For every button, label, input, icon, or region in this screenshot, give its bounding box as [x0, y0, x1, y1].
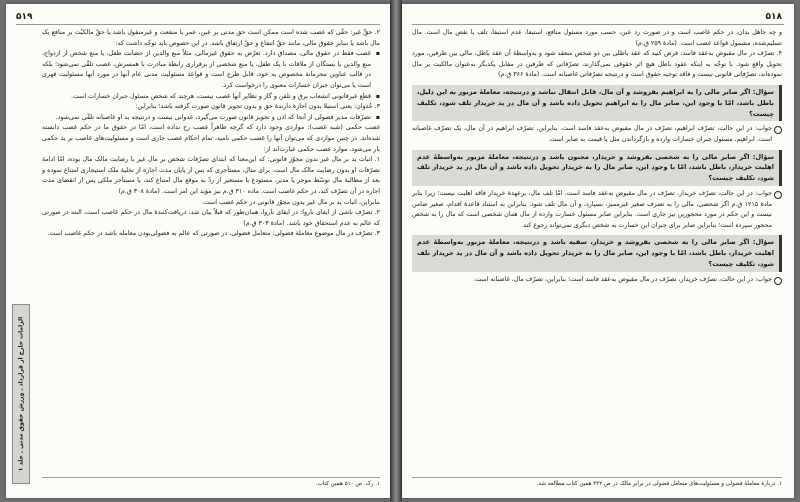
question-box: سؤال: اگر صابر مالی را به ابراهیم بفروشد و آن مال، قابل انتقال نباشد و درنتیجه، معاملهٔ مزبور به این دلیل، باطل باشد، امّا با وجود این، صابر مال را به ابراهیم تحویل داده باشد و آن مال در ید خریدار تلف شود، تکلیف چیست؟	[412, 85, 782, 121]
body-paragraph: بنابراین، اثبات ید بر مال غیر بدون مجوّز قانونی در حکم غصب است.	[201, 198, 380, 206]
question-box: سؤال: اگر صابر مالی را به شخصی بفروشد و خریدار، مجنون باشد و درنتیجه، معاملهٔ مزبور به‌واسطهٔ عدم اهلیت خریدار، باطل باشد، امّا با وجود این، صابر مال را به خریدار تحویل داده باشد و آن مال در ید خریدار تلف شود، تکلیف چیست؟	[412, 150, 782, 186]
body-paragraph: ۳. عُدوان: یعنی استیلا بدون اجازهٔ دارندهٔ حق و بدون تجویز قانون صورت گرفته باشد؛ بنابراین:	[135, 103, 380, 111]
answer-paragraph	[412, 124, 782, 145]
chapter-sidebar	[12, 304, 30, 484]
answer-text: جواب: در این حالت، تصرّف خریدار، تصرّف در مال مقبوض به‌عقد فاسد است. امّا تلف مال، برعهدهٔ خریدار فاقد اهلیت نیست؛ زیرا بنابر مادهٔ ۱۲۱۵ ق.م اگر شخصی، مالی را به تصرف صغیر غیرممیز، بسپارد، و آن مال تلف شود، بنابراین به استناد قاعدهٔ اقدام، صغیر ضامن نیست و این حکم در مورد محجورین نیز جاری است. بنابراین صابر مسئول خسارت وارده از مال همان شخصی است که مال را به شخص محجور سپرده است؛ بنابراین صابر برای جبران این خسارت به شخص دیگری نمی‌تواند رجوع کند.	[412, 189, 772, 229]
header-rule	[16, 24, 380, 25]
page-body	[42, 28, 380, 240]
answer-text: جواب: در این حالت، تصرّف ابراهیم، تصرّف در مال مقبوض به‌عقد فاسد است. بنابراین، تصرّف ابراهیم در آن مال، یک تصرّف غاصبانه است. ابراهیم، مسئول جبران خسارات وارده و بازگرداندن مثل یا قیمت به صابر است.	[412, 125, 772, 143]
body-paragraph: ۱. اثبات ید بر مال غیر بدون مجوّز قانونی: که این‌معنا که ابتدای تصرّفات شخص بر مال غیر با رضایت مالک مال بوده، امّا ادامهٔ تصرّفات او بدون رضایت مالک مال است. برای مثال، مستأجری که پس از پایان مدت اجاره از تخلیهٔ ملک استیجاری امتناع نموده و بعد از مطالبهٔ مال توسّط موجر یا مدیر، مستودع یا مستعیر از ردّ به موقع مال امتناع کند، یا مستأجر ملکی پس از انقضای مدت اجاره در آن تصرّف کند، در حکم غاصب است. ماده ۳۱۰ ق.م نیز مؤید این امر است. (مادهٔ ۳۰۸ ق.م)	[42, 156, 380, 195]
section-paragraph: غصب حکمی (شبه غصب): مواردی وجود دارد که گرچه ظاهراً غصب رخ نداده است، امّا در حقوق ما در حکم غصب دانسته شده‌اند. در چنین مواردی که می‌توان آنها را غصب حکمی نامید، تمام احکام غصب جاری است و مسئولیت‌های غاصب بر ید حکمی بار می‌شود. موارد غصب حکمی عبارت‌اند از:	[42, 124, 380, 153]
answer-paragraph	[412, 189, 782, 231]
page-number: ۵۱۸	[765, 12, 782, 22]
header-rule	[412, 24, 784, 25]
body-paragraph: ۳. تصرّف در مال موضوع معاملهٔ فضولی: متعامل فضولی، در صورتی که عالم به فضولی‌بودن معامله باشد در حکم غاصب است.	[47, 230, 380, 238]
bullet-paragraph: ▪ غصب فقط در حقوق مالی، مصداق دارد. تعرّض به حقوق غیرمالی، مثلاً منع والدین از حضانت طفل، یا منع شخص از ازدواج، منع والدین یا بستگان از ملاقات با یک طفل، یا منع شخصی از برقراری رابطهٔ مبادرت با همسرش، غصب تلقّی نمی‌شود؛ بلکه در قالب عناوین مجرمانهٔ مخصوص به خود، قابل طرح است و قواعد مسئولیت مدنی عام آنها در مورد آنها مسئولیت قهری است یا می‌توان جبران خسارات معنوی را درخواست کرد.	[42, 49, 380, 91]
body-paragraph: ۲. حقِّ غیر: حقّی که غصب شده است ممکن است حق مدنی بر عین، عمر یا منفعت و غیرمنقول باشد یا حقّ مالکیّت بر منافع یک مال باشد یا سایر حقوق مالی، مانند حقّ انتفاع و حقّ ارتفاق باشد. در این خصوص باید توجّه داشت که:	[42, 29, 380, 47]
bullet-paragraph: ▪ تصرّفات مدیر فضولی از آنجا که اذن و تجویز قانون صورت می‌گیرد، عدوانی نیست و درنتیجه ید او غاصبانه تلقّی نمی‌شود.	[42, 113, 380, 124]
answer-bullet-icon	[774, 126, 782, 134]
bullet-paragraph: ▪ قطع غیرقانونی انشعاب برق و تلفن و گاز و نظایر آنها غصب نیست، هرچند که شخص مسئول جبران خسارات است.	[42, 92, 380, 103]
book-gutter	[390, 0, 402, 502]
body-paragraph: ۴. تصرّف در مال مقبوض به‌عقد فاسد: فرض کنید که عقد باطلی بین دو شخص منعقد شود و به‌واسطهٔ آن عقد باطل، مالی بین طرفین، مورد تحویل واقع شود. با توجّه به اینکه عقود باطل هیچ اثر حقوقی نمی‌گذارند، تصرّفاتی که طرفین در مقابل یکدیگر به‌عنوان مالکیت بر مال نموده‌اند، تصرّفاتی قانونی نیست و فاقد توجیه حقوق است و درنتیجه تصرّفاتی غاصبانه است. (مادهٔ ۳۶۶ ق.م)	[412, 50, 782, 79]
answer-text: جواب: در این حالت، تصرّف خریدار، تصرّف در مال مقبوض به‌عقد فاسد است؛ بنابراین، تصرّف مال، غاصبانه است.	[473, 275, 772, 283]
page-number: ۵۱۹	[16, 12, 33, 22]
answer-bullet-icon	[774, 191, 782, 199]
chapter-sidebar-label: الزامات خارج از قرارداد ـ ورزش حقوق مدنی ـ جلد ۱	[17, 316, 25, 472]
question-box: سؤال: اگر صابر مالی را به شخصی بفروشد و خریدار، سفیه باشد و درنتیجه، معاملهٔ مزبور به‌واسطهٔ عدم اهلیت خریدار، باطل باشد، امّا با وجود این، صابر مال را به خریدار تحویل داده باشد و آن مال در ید خریدار تلف شود، تکلیف چیست؟	[412, 235, 782, 271]
body-paragraph: ۲. تصرّف ناشی از ایفای ناروا: در ایفای ناروا، همان‌طور که قبلاً بیان شد، دریافت‌کنندهٔ مال در حکم غاصب است، البته در صورتی که عالم به عدم استحقاق خود باشد. (مادهٔ ۳۰۳ ق.م)	[42, 209, 380, 227]
answer-bullet-icon	[774, 277, 782, 285]
left-page	[6, 4, 390, 498]
right-page	[402, 4, 794, 498]
footnote: ۱. رک. ص ۵۱۰ همین کتاب.	[42, 477, 380, 488]
footnote: ۱. دربارهٔ معاملهٔ فضولی و مسئولیت‌های متعامل فضولی در برابر مالک در ص ۴۳۲ همین کتاب مطالعه شد.	[412, 477, 782, 488]
body-paragraph: و چه جاهل بدان، در حکم غاصب است و در صورت رد عین، حسب مورد مسئول منافع، استیفا، عدم استیفا، تلف یا نقص مال است. مال تسلیم‌شده، مشمول قواعد غصب است. (مادهٔ ۲۵۹ ق.م)	[412, 29, 782, 47]
page-body	[412, 28, 782, 285]
answer-paragraph	[412, 275, 782, 286]
